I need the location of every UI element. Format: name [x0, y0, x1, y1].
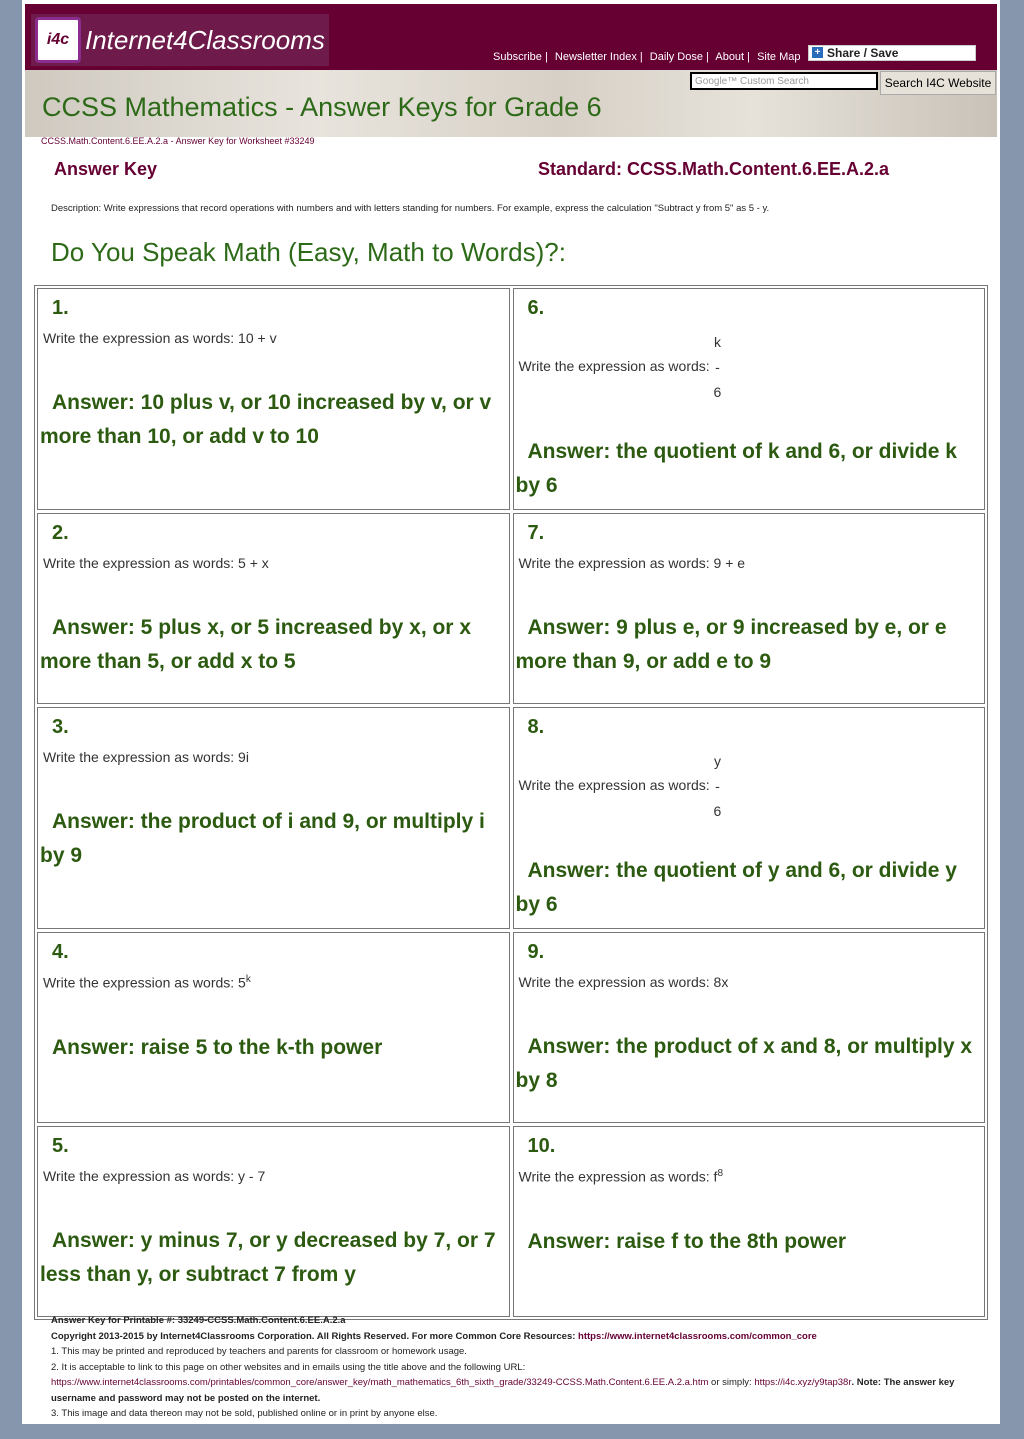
answer-text: Answer: the product of x and 8, or multiply x by 8: [515, 1035, 973, 1092]
prompt: Write the expression as words:: [518, 358, 714, 375]
answer-text: Answer: the quotient of y and 6, or divide y by 6: [515, 859, 957, 916]
prompt: Write the expression as words:: [43, 1168, 239, 1184]
footer-url-line: https://www.internet4classrooms.com/printables/common_core/answer_key/math_mathematics_6th_sixth_grade/33249-CCSS.Math.Content.6.EE.A.2.a.htm or simply: https://i4c.xyz/y9tap38r. Note: The answer key username and password may not be posted on the internet.: [51, 1377, 955, 1404]
question-cell: [513, 1126, 986, 1317]
question-cell: [37, 707, 510, 929]
expression: y - 7: [238, 1168, 266, 1184]
prompt: Write the expression as words:: [518, 777, 714, 794]
nav-site-map[interactable]: Site Map: [757, 51, 801, 63]
short-url-link[interactable]: https://i4c.xyz/y9tap38r: [754, 1377, 852, 1388]
question-text: [519, 974, 983, 990]
common-core-link[interactable]: https://www.internet4classrooms.com/common_core: [578, 1330, 817, 1342]
question-text: [43, 749, 507, 765]
question-number: 5.: [52, 1135, 69, 1157]
answer-text: Answer: 5 plus x, or 5 increased by x, or x more than 5, or add x to 5: [40, 616, 471, 673]
expression: 9 + e: [713, 555, 746, 571]
footer-item-2: 2. It is acceptable to link to this page on other websites and in emails using the title above and the following URL:: [51, 1361, 526, 1373]
expression: 8x: [713, 974, 729, 990]
question-text: [519, 555, 983, 571]
search-button[interactable]: Search I4C Website: [880, 71, 996, 95]
question-cell: [513, 932, 986, 1123]
question-text: [519, 1168, 983, 1185]
prompt: Write the expression as words:: [43, 330, 239, 346]
question-text: [43, 555, 507, 571]
question-number: 6.: [527, 297, 545, 319]
answer-text: Answer: raise f to the 8th power: [527, 1229, 847, 1253]
question-number: 10.: [527, 1135, 556, 1157]
question-number: 2.: [52, 522, 69, 544]
exponent: k: [245, 974, 251, 985]
fraction: [714, 749, 722, 824]
question-number: 7.: [527, 522, 545, 544]
answer-text: Answer: the quotient of k and 6, or divide k by 6: [515, 440, 957, 497]
prompt: Write the expression as words:: [518, 555, 714, 571]
prompt: Write the expression as words:: [43, 749, 239, 765]
answer-text: Answer: 10 plus v, or 10 increased by v, or v more than 10, or add v to 10: [40, 391, 492, 448]
page: [22, 0, 1000, 1424]
expression: 9i: [238, 749, 249, 765]
expression: 5: [238, 974, 246, 991]
nav-subscribe[interactable]: Subscribe |: [493, 51, 548, 63]
numerator: k: [713, 334, 721, 350]
expression: 5 + x: [238, 555, 269, 571]
fraction-bar: -: [715, 359, 720, 375]
denominator: 6: [713, 384, 722, 400]
nav-daily-dose[interactable]: Daily Dose |: [649, 51, 709, 63]
logo-text: Internet4Classrooms: [85, 24, 325, 55]
nav-newsletter-index[interactable]: Newsletter Index |: [554, 51, 643, 63]
answer-text: Answer: 9 plus e, or 9 increased by e, or e more than 9, or add e to 9: [515, 616, 947, 673]
site-header: [25, 4, 997, 70]
question-text: [519, 330, 983, 405]
standard-label: Standard: CCSS.Math.Content.6.EE.A.2.a: [538, 159, 890, 179]
answer-text: Answer: y minus 7, or y decreased by 7, or 7 less than y, or subtract 7 from y: [40, 1229, 496, 1286]
banner: [25, 70, 997, 137]
prompt: Write the expression as words:: [518, 1168, 714, 1185]
question-text: [43, 330, 507, 346]
breadcrumb[interactable]: CCSS.Math.Content.6.EE.A.2.a - Answer Key for Worksheet #33249: [41, 136, 315, 146]
question-number: 4.: [52, 941, 69, 963]
expression: 10 + v: [238, 330, 277, 346]
question-cell: [513, 513, 986, 704]
answer-grid: [34, 285, 988, 1320]
expression: f: [713, 1168, 718, 1185]
numerator: y: [713, 753, 721, 769]
worksheet-heading: Do You Speak Math (Easy, Math to Words)?:: [51, 237, 566, 267]
question-number: 9.: [527, 941, 545, 963]
answer-text: Answer: raise 5 to the k-th power: [52, 1035, 383, 1059]
question-text: [43, 1168, 507, 1184]
fraction-bar: -: [715, 778, 720, 794]
question-cell: [37, 288, 510, 510]
denominator: 6: [713, 803, 722, 819]
question-cell: [37, 932, 510, 1123]
footer-item-1: 1. This may be printed and reproduced by teachers and parents for classroom or homework usage.: [51, 1346, 467, 1357]
footer-copyright: Copyright 2013-2015 by Internet4Classrooms Corporation. All Rights Reserved. For more Common Core Resources: https://www.internet4classrooms.com/common_core: [51, 1330, 817, 1342]
question-number: 1.: [52, 297, 69, 319]
page-title: CCSS Mathematics - Answer Keys for Grade 6: [42, 92, 602, 122]
prompt: Write the expression as words:: [518, 974, 714, 990]
search-input[interactable]: Google™ Custom Search: [690, 72, 878, 90]
footer-item-3: 3. This image and data thereon may not be sold, published online or in print by anyone else.: [51, 1408, 438, 1419]
description: Description: Write expressions that record operations with numbers and with letters standing for numbers. For example, express the calculation "Subtract y from 5" as 5 - y.: [51, 203, 770, 214]
logo-icon: i4c: [35, 17, 81, 63]
fraction: [714, 330, 722, 405]
share-save-button[interactable]: + Share / Save: [808, 45, 976, 61]
prompt: Write the expression as words:: [43, 555, 239, 571]
question-cell: [513, 707, 986, 929]
question-number: 3.: [52, 716, 69, 738]
footer: [51, 1313, 991, 1422]
question-text: [43, 974, 507, 991]
question-text: [519, 749, 983, 824]
answer-text: Answer: the product of i and 9, or multiply i by 9: [40, 810, 485, 867]
worksheet-url-link[interactable]: https://www.internet4classrooms.com/printables/common_core/answer_key/math_mathematics_6th_sixth_grade/33249-CCSS.Math.Content.6.EE.A.2.a.htm: [51, 1377, 709, 1388]
exponent: 8: [717, 1168, 723, 1179]
question-number: 8.: [527, 716, 545, 738]
logo[interactable]: [31, 14, 329, 66]
footer-printable: Answer Key for Printable #: 33249-CCSS.Math.Content.6.EE.A.2.a: [51, 1315, 346, 1326]
top-nav: [493, 51, 805, 63]
question-cell: [37, 513, 510, 704]
answer-key-label: Answer Key: [54, 159, 158, 179]
question-cell: [37, 1126, 510, 1317]
question-cell: [513, 288, 986, 510]
prompt: Write the expression as words:: [43, 974, 239, 991]
nav-about[interactable]: About |: [715, 51, 751, 63]
